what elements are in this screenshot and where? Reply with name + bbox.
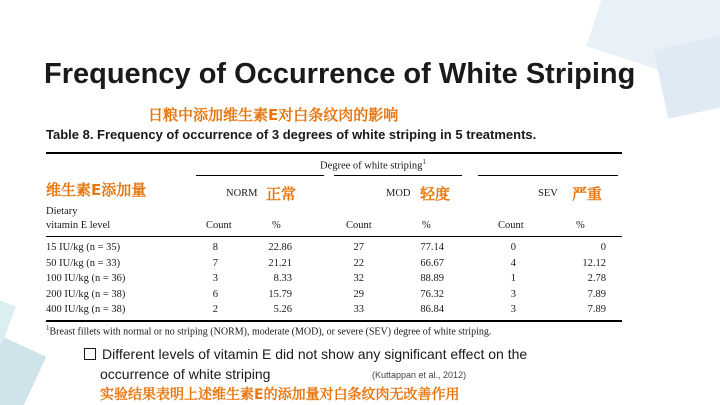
table-cell-norm-count: 3 <box>212 273 218 284</box>
table-bottom-rule <box>46 320 622 322</box>
decorative-shape <box>0 332 46 405</box>
table-cell-norm-pct: 15.79 <box>268 288 292 300</box>
table-cell-sev-count: 4 <box>510 257 516 269</box>
group-line-norm <box>196 175 324 176</box>
data-table <box>46 148 622 338</box>
table-cell-level: 100 IU/kg (n = 36) <box>46 273 126 284</box>
table-cell-mod-pct: 77.14 <box>420 242 444 253</box>
table-cell-level: 50 IU/kg (n = 33) <box>46 257 121 269</box>
table-cell-mod-count: 22 <box>353 257 364 269</box>
col-count-sev: Count <box>498 220 524 231</box>
table-header-rule <box>46 236 622 237</box>
slide-title: Frequency of Occurrence of White Striping <box>44 58 636 90</box>
table-cell-sev-pct: 2.78 <box>587 273 606 284</box>
table-cell-mod-pct: 66.67 <box>420 257 444 269</box>
table-cell-norm-count: 2 <box>212 304 218 315</box>
table-cell-mod-pct: 88.89 <box>420 273 444 284</box>
table-cell-mod-count: 33 <box>353 304 364 315</box>
table-cell-level: 200 IU/kg (n = 38) <box>46 288 126 300</box>
group-name-mod: MOD <box>386 188 411 199</box>
checkbox-bullet-icon <box>84 348 96 360</box>
table-cell-norm-count: 6 <box>212 288 218 300</box>
table-cell-mod-count: 32 <box>353 273 364 284</box>
table-cell-norm-pct: 5.26 <box>273 304 292 315</box>
table-cell-mod-pct: 76.32 <box>420 288 444 300</box>
decorative-shape <box>0 296 16 344</box>
col-pct-mod: % <box>422 220 431 231</box>
table-footnote: $^1$Breast fillets with normal or no striping (NORM), moderate (MOD), or severe (SEV) degree of white striping. <box>46 324 492 338</box>
bullet-point <box>84 346 644 362</box>
group-line-mod <box>334 175 462 176</box>
col-count-mod: Count <box>346 220 372 231</box>
chinese-subtitle: 日粮中添加维生素E对白条纹肉的影响 <box>148 106 399 124</box>
table-caption: Table 8. Frequency of occurrence of 3 degrees of white striping in 5 treatments. <box>46 127 537 142</box>
table-cell-level: 400 IU/kg (n = 38) <box>46 304 126 315</box>
table-cell-sev-pct: 7.89 <box>587 304 606 315</box>
norm-label-cn: 正常 <box>266 185 297 203</box>
table-cell-mod-count: 29 <box>353 288 364 300</box>
col-pct-norm: % <box>272 220 281 231</box>
table-cell-sev-count: 3 <box>510 288 516 300</box>
table-cell-mod-pct: 86.84 <box>420 304 444 315</box>
row-header-line2: vitamin E level <box>46 220 111 231</box>
table-cell-norm-count: 7 <box>212 257 218 269</box>
citation: (Kuttappan et al., 2012) <box>372 370 467 380</box>
table-cell-sev-count: 0 <box>510 242 516 253</box>
col-pct-sev: % <box>576 220 585 231</box>
table-cell-sev-pct: 0 <box>600 242 606 253</box>
table-cell-mod-count: 27 <box>353 242 364 253</box>
table-cell-norm-count: 8 <box>212 242 218 253</box>
bullet-text-line1: Different levels of vitamin E did not show any significant effect on the <box>102 346 528 362</box>
bullet-text-line2: occurrence of white striping <box>100 366 271 382</box>
table-top-rule <box>46 152 622 154</box>
table-cell-norm-pct: 22.86 <box>268 242 292 253</box>
group-name-sev: SEV <box>538 188 558 199</box>
table-cell-sev-pct: 7.89 <box>587 288 606 300</box>
sev-label-cn: 严重 <box>572 185 603 203</box>
group-name-norm: NORM <box>226 188 258 199</box>
table-cell-sev-pct: 12.12 <box>582 257 606 269</box>
table-cell-norm-pct: 21.21 <box>268 257 292 269</box>
table-cell-norm-pct: 8.33 <box>273 273 292 284</box>
group-header: Degree of white striping$^1$ <box>320 158 426 172</box>
mod-label-cn: 轻度 <box>420 185 451 203</box>
table-cell-sev-count: 3 <box>510 304 516 315</box>
vitamin-e-label-cn: 维生素E添加量 <box>46 181 147 199</box>
col-count-norm: Count <box>206 220 232 231</box>
table-cell-level: 15 IU/kg (n = 35) <box>46 242 121 253</box>
row-header-line1: Dietary <box>46 206 78 217</box>
table-cell-sev-count: 1 <box>510 273 516 284</box>
conclusion-cn: 实验结果表明上述维生素E的添加量对白条纹肉无改善作用 <box>100 387 460 403</box>
group-line-sev <box>478 175 618 176</box>
